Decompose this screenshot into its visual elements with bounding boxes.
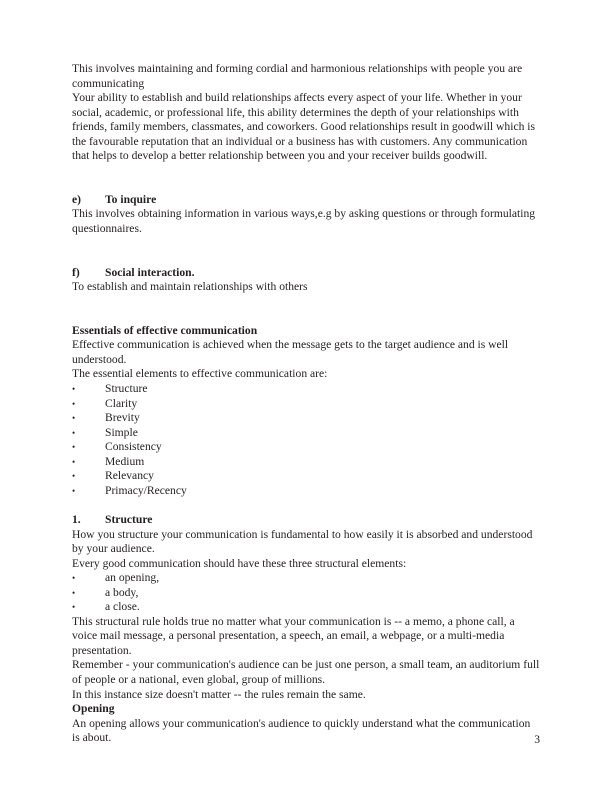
essentials-paragraph-1: Effective communication is achieved when the message gets to the target audience and is well understood.	[72, 338, 509, 366]
list-item-label: an opening,	[105, 571, 160, 585]
list-item-label: Clarity	[105, 396, 138, 410]
page-content	[72, 62, 540, 746]
list-item	[72, 484, 540, 499]
bullet-icon: •	[72, 587, 76, 598]
page-number: 3	[534, 733, 540, 746]
list-item	[72, 397, 540, 412]
list-item-label: Primacy/Recency	[105, 483, 187, 497]
section-gap	[72, 295, 540, 310]
list-item	[72, 426, 540, 441]
heading-structure	[72, 513, 540, 528]
list-item-label: Consistency	[105, 440, 162, 454]
bullet-icon: •	[72, 427, 76, 438]
bullet-icon: •	[72, 442, 76, 453]
section-gap	[72, 178, 540, 193]
essentials-paragraph-2: The essential elements to effective communication are:	[72, 367, 328, 381]
list-item-label: Medium	[105, 454, 145, 468]
list-item	[72, 571, 540, 586]
bullet-icon: •	[72, 602, 76, 613]
bullet-icon: •	[72, 413, 76, 424]
structure-paragraph-2: Every good communication should have these three structural elements:	[72, 556, 407, 570]
list-item	[72, 455, 540, 470]
opening-body: An opening allows your communication's audience to quickly understand what the communication is about.	[72, 716, 531, 745]
list-marker-e: e)	[72, 192, 82, 206]
list-item	[72, 469, 540, 484]
bullet-icon: •	[72, 398, 76, 409]
list-item	[72, 586, 540, 601]
section-gap	[72, 309, 540, 324]
list-item-label: a body,	[105, 585, 139, 599]
list-item	[72, 600, 540, 615]
heading-social-interaction-label: Social interaction.	[105, 265, 195, 279]
list-item-label: Relevancy	[105, 469, 154, 483]
section-gap	[72, 237, 540, 252]
list-marker-1: 1.	[72, 512, 81, 526]
list-marker-f: f)	[72, 265, 80, 279]
heading-to-inquire	[72, 193, 540, 208]
structure-paragraph-5: In this instance size doesn't matter -- the rules remain the same.	[72, 687, 366, 701]
heading-social-interaction	[72, 266, 540, 281]
intro-paragraph-2: Your ability to establish and build relationships affects every aspect of your life. Whether in your social, academic, or professional life, this ability determines the depth of your relationships with friends, family members, classmates, and coworkers. Good relationships result in goodwill which is the favourable reputation that an individual or a business has with customers. Any communication that helps to develop a better relationship between you and your receiver builds goodwill.	[72, 91, 536, 163]
heading-essentials: Essentials of effective communication	[72, 323, 258, 337]
structure-paragraph-4: Remember - your communication's audience can be just one person, a small team, an auditorium full of people or a national, even global, group of millions.	[72, 658, 540, 686]
list-item-label: Structure	[105, 382, 148, 396]
intro-paragraph-1: This involves maintaining and forming cordial and harmonious relationships with people you are communicating	[72, 62, 523, 90]
bullet-icon: •	[72, 384, 76, 395]
section-gap	[72, 164, 540, 179]
bullet-icon: •	[72, 485, 76, 496]
list-item-label: a close.	[105, 600, 140, 614]
structure-paragraph-1: How you structure your communication is fundamental to how easily it is absorbed and understood by your audience.	[72, 527, 533, 556]
list-item-label: Simple	[105, 425, 138, 439]
bullet-icon: •	[72, 573, 76, 584]
bullet-icon: •	[72, 471, 76, 482]
list-item	[72, 411, 540, 426]
section-gap	[72, 251, 540, 266]
list-item-label: Brevity	[105, 411, 140, 425]
heading-opening: Opening	[72, 702, 115, 716]
heading-structure-label: Structure	[105, 512, 153, 526]
section-gap	[72, 498, 540, 513]
bullet-icon: •	[72, 456, 76, 467]
structure-paragraph-3: This structural rule holds true no matter what your communication is -- a memo, a phone call, a voice mail message, a personal presentation, a speech, an email, a webpage, or a multi-media presentation.	[72, 614, 515, 657]
heading-to-inquire-label: To inquire	[105, 192, 157, 206]
list-item	[72, 440, 540, 455]
to-inquire-body: This involves obtaining information in various ways,e.g by asking questions or through formulating questionnaires.	[72, 207, 536, 236]
social-interaction-body: To establish and maintain relationships with others	[72, 280, 308, 294]
list-item	[72, 382, 540, 397]
